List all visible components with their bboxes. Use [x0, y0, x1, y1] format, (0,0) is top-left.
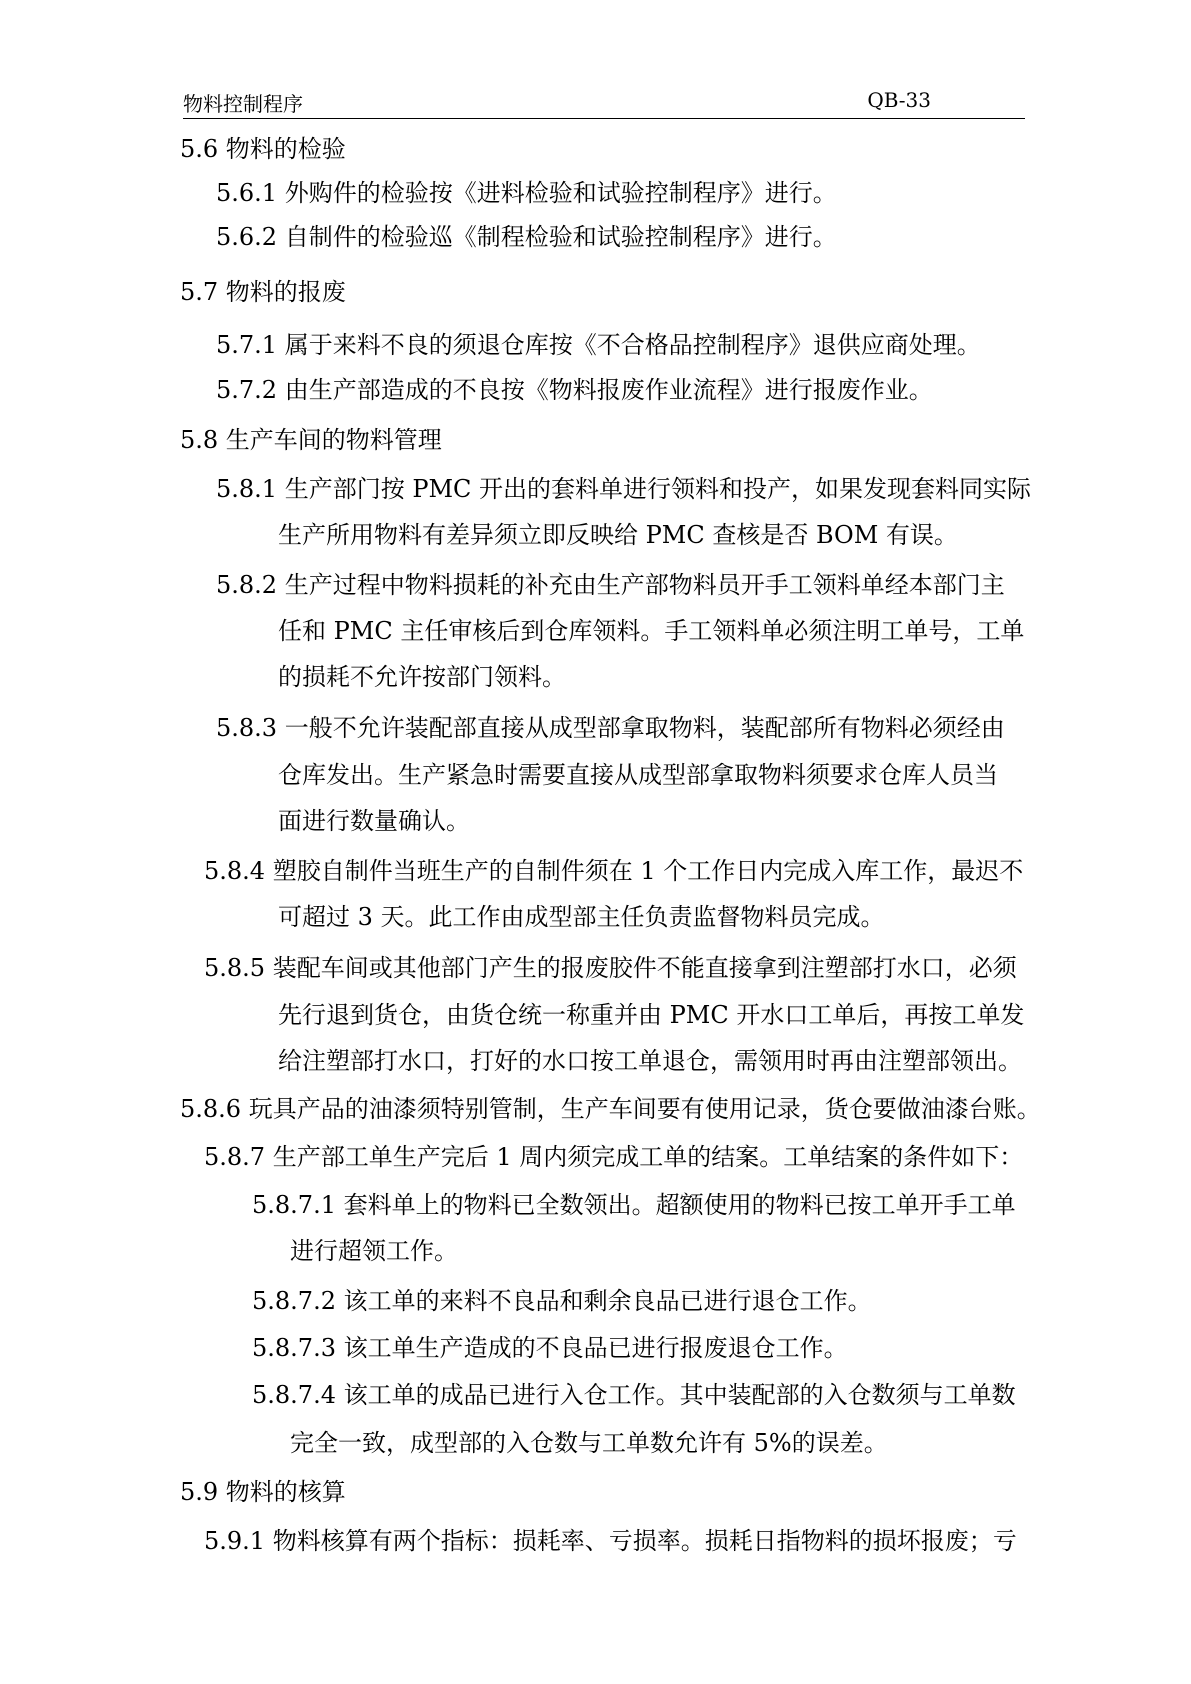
clause-5-8-7-1-cont: 进行超领工作。 — [290, 1237, 458, 1265]
clause-5-8-2-cont-2: 的损耗不允许按部门领料。 — [278, 663, 566, 691]
clause-5-6-1: 5.6.1 外购件的检验按《进料检验和试验控制程序》进行。 — [216, 179, 837, 207]
clause-5-6-2: 5.6.2 自制件的检验巡《制程检验和试验控制程序》进行。 — [216, 223, 837, 251]
section-heading-5-9: 5.9 物料的核算 — [180, 1478, 346, 1506]
clause-5-8-7-3: 5.8.7.3 该工单生产造成的不良品已进行报废退仓工作。 — [252, 1334, 848, 1362]
clause-5-8-1-cont: 生产所用物料有差异须立即反映给 PMC 查核是否 BOM 有误。 — [278, 521, 958, 549]
clause-5-8-2-cont-1: 任和 PMC 主任审核后到仓库领料。手工领料单必须注明工单号，工单 — [278, 617, 1025, 645]
clause-5-8-7-1: 5.8.7.1 套料单上的物料已全数领出。超额使用的物料已按工单开手工单 — [252, 1191, 1016, 1219]
document-title: 物料控制程序 — [183, 92, 303, 116]
page-header — [183, 86, 1025, 119]
clause-5-8-7-2: 5.8.7.2 该工单的来料不良品和剩余良品已进行退仓工作。 — [252, 1287, 872, 1315]
clause-5-8-3-cont-2: 面进行数量确认。 — [278, 807, 470, 835]
clause-5-8-4: 5.8.4 塑胶自制件当班生产的自制件须在 1 个工作日内完成入库工作，最迟不 — [204, 857, 1024, 885]
clause-5-8-5-cont-2: 给注塑部打水口，打好的水口按工单退仓，需领用时再由注塑部领出。 — [278, 1047, 1022, 1075]
clause-5-9-1: 5.9.1 物料核算有两个指标：损耗率、亏损率。损耗日指物料的损坏报废；亏 — [204, 1527, 1017, 1555]
section-heading-5-7: 5.7 物料的报废 — [180, 278, 346, 306]
clause-5-8-7-4: 5.8.7.4 该工单的成品已进行入仓工作。其中装配部的入仓数须与工单数 — [252, 1381, 1016, 1409]
clause-5-8-2: 5.8.2 生产过程中物料损耗的补充由生产部物料员开手工领料单经本部门主 — [216, 571, 1005, 599]
document-number: QB-33 — [867, 88, 931, 112]
section-heading-5-6: 5.6 物料的检验 — [180, 135, 346, 163]
clause-5-8-3: 5.8.3 一般不允许装配部直接从成型部拿取物料，装配部所有物料必须经由 — [216, 714, 1005, 742]
clause-5-8-5: 5.8.5 装配车间或其他部门产生的报废胶件不能直接拿到注塑部打水口，必须 — [204, 954, 1017, 982]
clause-5-8-7-4-cont: 完全一致，成型部的入仓数与工单数允许有 5%的误差。 — [290, 1429, 888, 1457]
clause-5-8-5-cont-1: 先行退到货仓，由货仓统一称重并由 PMC 开水口工单后，再按工单发 — [278, 1001, 1025, 1029]
clause-5-8-3-cont-1: 仓库发出。生产紧急时需要直接从成型部拿取物料须要求仓库人员当 — [278, 761, 998, 789]
clause-5-8-6: 5.8.6 玩具产品的油漆须特别管制，生产车间要有使用记录，货仓要做油漆台账。 — [180, 1095, 1041, 1123]
clause-5-8-1: 5.8.1 生产部门按 PMC 开出的套料单进行领料和投产，如果发现套料同实际 — [216, 475, 1032, 503]
clause-5-8-4-cont: 可超过 3 天。此工作由成型部主任负责监督物料员完成。 — [278, 903, 885, 931]
clause-5-7-2: 5.7.2 由生产部造成的不良按《物料报废作业流程》进行报废作业。 — [216, 376, 933, 404]
clause-5-7-1: 5.7.1 属于来料不良的须退仓库按《不合格品控制程序》退供应商处理。 — [216, 331, 981, 359]
clause-5-8-7: 5.8.7 生产部工单生产完后 1 周内须完成工单的结案。工单结案的条件如下： — [204, 1143, 1024, 1171]
section-heading-5-8: 5.8 生产车间的物料管理 — [180, 426, 442, 454]
